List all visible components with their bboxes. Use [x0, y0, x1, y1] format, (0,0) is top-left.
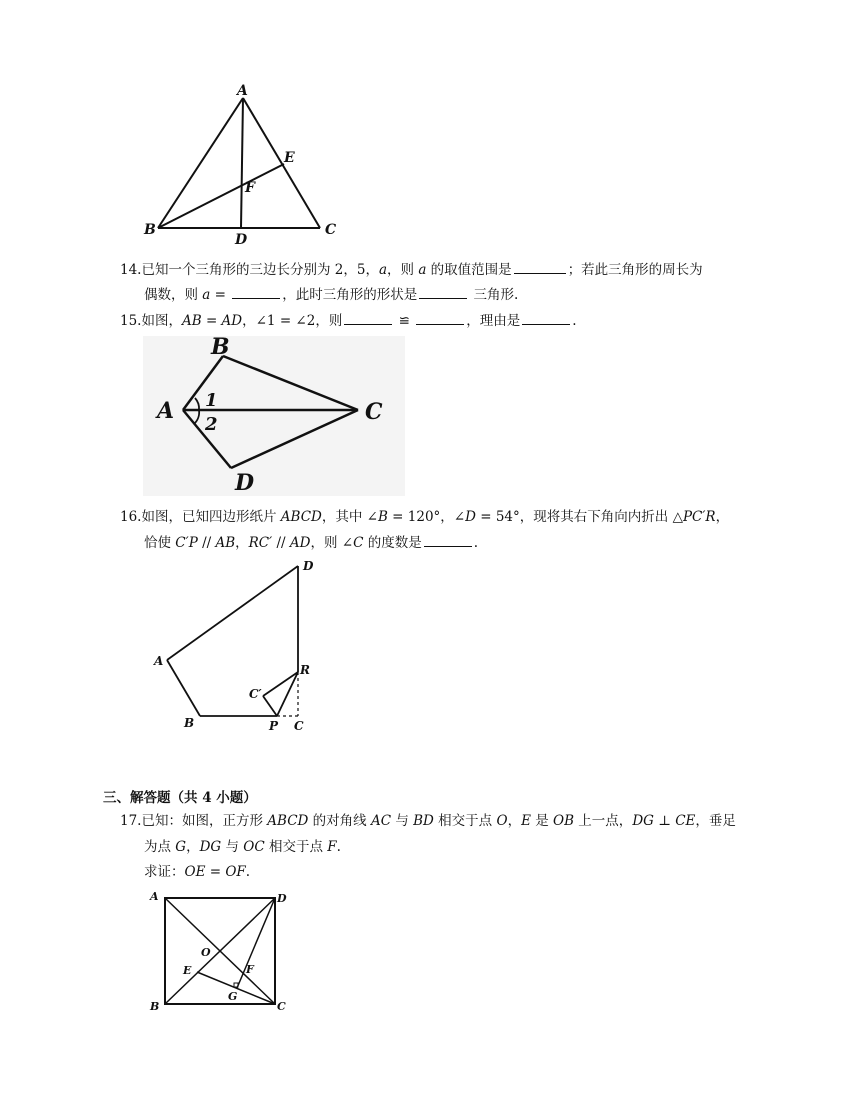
- q14-number: 14.: [120, 262, 142, 278]
- q14-text: ，则: [387, 262, 419, 278]
- label-A: A: [154, 654, 164, 668]
- q17-var: E: [521, 813, 531, 829]
- q16-text: 如图，已知四边形纸片: [141, 509, 281, 525]
- label-R: R: [300, 663, 310, 677]
- answer-blank[interactable]: [522, 312, 570, 325]
- q16-line1: [120, 508, 729, 526]
- q17-text: 上一点，: [574, 813, 633, 829]
- answer-blank[interactable]: [232, 286, 280, 299]
- q14-var: a: [418, 262, 427, 278]
- q17-var: G: [175, 839, 187, 855]
- q17-var: OC: [243, 839, 265, 855]
- q17-number: 17.: [120, 813, 142, 829]
- q17-text: 与: [391, 813, 414, 829]
- q16-text: ，: [715, 509, 730, 525]
- answer-blank[interactable]: [344, 312, 392, 325]
- q15-number: 15.: [120, 313, 142, 329]
- label-C: C: [294, 719, 304, 733]
- q16-text: //: [197, 535, 216, 551]
- q16-text: = 54°，现将其右下角向内折出 △: [475, 509, 683, 525]
- label-B: B: [144, 222, 156, 238]
- label-C: C: [365, 399, 383, 425]
- label-D: D: [277, 892, 287, 905]
- q14-text: ；若此三角形的周长为: [567, 262, 703, 278]
- label-D: D: [235, 470, 255, 496]
- label-G: G: [228, 990, 238, 1003]
- label-A: A: [157, 398, 175, 424]
- q17-text: 相交于点: [433, 813, 497, 829]
- q16-text: .: [473, 535, 479, 551]
- q16-var: C′P: [175, 535, 198, 551]
- q14-text: 已知一个三角形的三边长分别为 2，5，: [141, 262, 379, 278]
- q16-var: ABCD: [280, 509, 322, 525]
- figure-triangle-abc: [140, 80, 350, 245]
- q17-var: OE = OF: [184, 864, 246, 880]
- q16-text: 恰使: [144, 535, 176, 551]
- q14-text: 偶数，则: [144, 287, 203, 303]
- q17-text: ，垂足: [695, 813, 736, 829]
- answer-blank[interactable]: [416, 312, 464, 325]
- q17-text: 与: [221, 839, 244, 855]
- q17-var: F: [327, 839, 337, 855]
- q16-var: AB: [215, 535, 236, 551]
- section-title: 三、解答题（共 4 小题）: [103, 790, 257, 806]
- q16-text: 的度数是: [363, 535, 422, 551]
- q16-var: C: [353, 535, 364, 551]
- q17-text: .: [245, 864, 251, 880]
- label-C: C: [277, 1000, 286, 1013]
- label-F: F: [245, 180, 255, 196]
- label-B: B: [184, 716, 195, 730]
- label-B: B: [150, 1000, 160, 1013]
- label-D: D: [235, 232, 248, 245]
- label-D: D: [303, 559, 314, 573]
- q14-text: 三角形.: [469, 287, 519, 303]
- q14-line2: [144, 286, 518, 304]
- q15-text: .: [572, 313, 577, 329]
- q17-text: 是: [530, 813, 554, 829]
- q17-text: ，: [507, 813, 522, 829]
- q16-var: B: [377, 509, 388, 525]
- q17-var: BD: [413, 813, 434, 829]
- q14-text: ，此时三角形的形状是: [282, 287, 418, 303]
- answer-blank[interactable]: [424, 534, 472, 547]
- q16-var: PC′R: [682, 509, 716, 525]
- label-C-prime: C′: [249, 687, 262, 701]
- q15-text: ≌: [394, 313, 415, 329]
- q17-line1: [120, 812, 736, 830]
- answer-blank[interactable]: [419, 286, 467, 299]
- q16-text: ，则 ∠: [310, 535, 354, 551]
- label-angle-1: 1: [205, 390, 218, 411]
- q16-text: ，其中 ∠: [321, 509, 378, 525]
- label-A: A: [150, 890, 159, 903]
- q17-var: ABCD: [267, 813, 309, 829]
- q15-line: [120, 312, 577, 330]
- label-B: B: [211, 336, 230, 360]
- q17-var: AC: [370, 813, 392, 829]
- figure-quadrilateral-fold: [148, 556, 328, 738]
- q15-text: ，∠1 = ∠2，则: [242, 313, 343, 329]
- q16-var: AD: [289, 535, 311, 551]
- q15-eq: AB = AD: [181, 313, 243, 329]
- label-E: E: [183, 964, 192, 977]
- q16-line2: [144, 534, 478, 552]
- q16-text: //: [272, 535, 290, 551]
- q16-var: D: [465, 509, 476, 525]
- q16-var: RC′: [248, 535, 273, 551]
- label-P: P: [269, 719, 279, 733]
- q16-text: ，: [235, 535, 249, 551]
- q14-var: a: [378, 262, 388, 278]
- label-F: F: [246, 963, 254, 976]
- q16-text: = 120°，∠: [387, 509, 466, 525]
- q17-text: 求证：: [144, 864, 185, 880]
- figure-square-abcd: [145, 886, 295, 1016]
- q15-text: 如图，: [141, 313, 182, 329]
- label-E: E: [284, 150, 295, 166]
- q16-number: 16.: [120, 509, 142, 525]
- q17-text: 已知：如图，正方形: [141, 813, 268, 829]
- q14-line1: [120, 261, 703, 279]
- q17-line3: [144, 863, 250, 881]
- label-O: O: [201, 946, 211, 959]
- q17-line2: [144, 838, 341, 856]
- label-A: A: [237, 83, 248, 99]
- q17-text: 的对角线: [308, 813, 371, 829]
- q17-var: DG: [199, 839, 222, 855]
- q17-text: .: [336, 839, 341, 855]
- q17-text: ，: [186, 839, 200, 855]
- q17-var: OB: [553, 813, 575, 829]
- figure-kite-abcd: [143, 336, 405, 496]
- q14-text: 的取值范围是: [426, 262, 512, 278]
- q14-text: =: [210, 287, 231, 303]
- q17-text: 相交于点: [264, 839, 328, 855]
- label-C: C: [325, 222, 337, 238]
- answer-blank[interactable]: [514, 261, 566, 274]
- q17-var: DG ⊥ CE: [632, 813, 696, 829]
- q15-text: ，理由是: [466, 313, 521, 329]
- q17-text: 为点: [144, 839, 176, 855]
- q17-var: O: [496, 813, 508, 829]
- q14-var: a: [202, 287, 211, 303]
- label-angle-2: 2: [205, 414, 218, 435]
